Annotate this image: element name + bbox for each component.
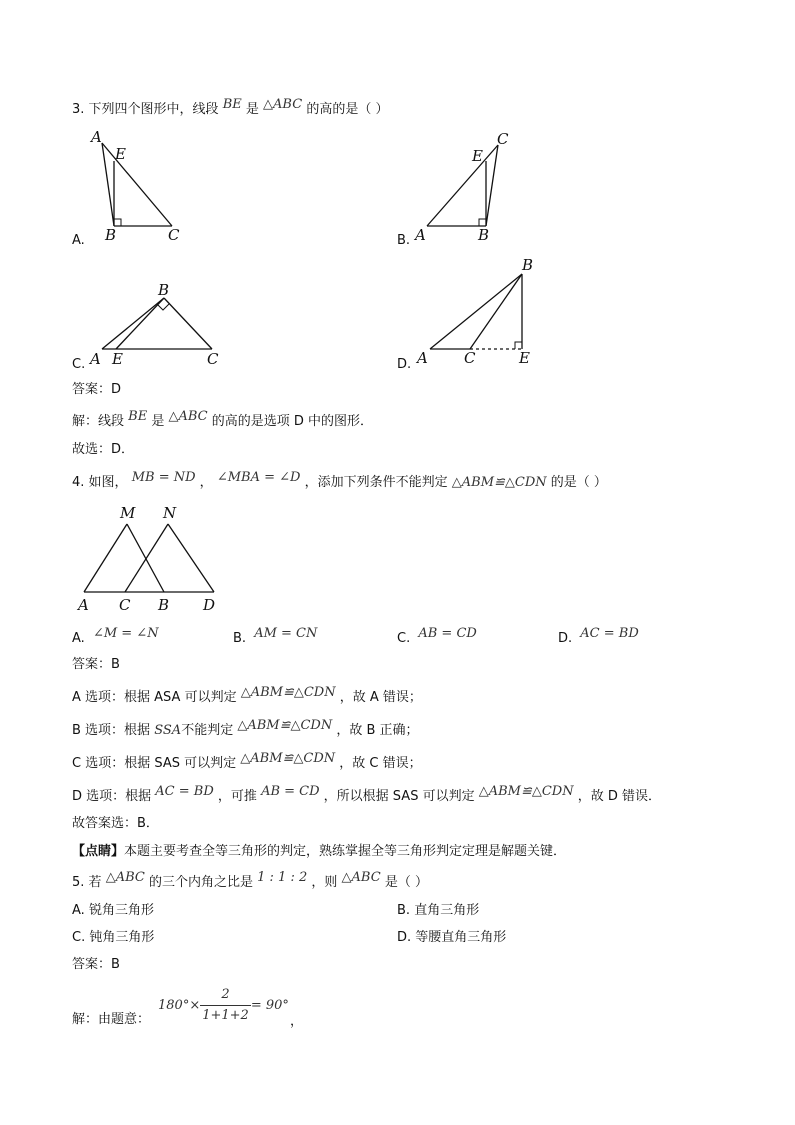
point-label: C bbox=[207, 350, 219, 368]
stem-text: 是（ ） bbox=[384, 875, 428, 890]
option-letter: D. bbox=[397, 930, 412, 945]
option-letter: B. bbox=[397, 903, 411, 918]
point-label: M bbox=[120, 504, 136, 522]
option-math: AB = CD bbox=[418, 626, 477, 641]
point-label: B bbox=[158, 281, 170, 299]
option-letter: A. bbox=[72, 631, 85, 646]
math-congruence: △ABM≌△CDN bbox=[237, 718, 333, 733]
stem-text: 的高的是（ ） bbox=[306, 102, 389, 117]
math-condition: ∠MBA = ∠D bbox=[216, 470, 301, 485]
point-label: B bbox=[158, 596, 170, 614]
q4-option-c bbox=[397, 626, 477, 648]
point-label: C bbox=[497, 130, 509, 148]
q4-explain-b bbox=[72, 718, 419, 740]
q3-choose: 故选：D． bbox=[72, 442, 135, 457]
solution-text: 解：线段 bbox=[72, 414, 125, 429]
formula-right: = 90° bbox=[250, 998, 289, 1013]
q5-option-b bbox=[397, 902, 479, 920]
option-text: 锐角三角形 bbox=[88, 903, 154, 918]
option-letter: C. bbox=[397, 631, 411, 646]
math-congruence: △ABM≌△CDN bbox=[240, 685, 336, 700]
tip-text: 本题主要考查全等三角形的判定，熟练掌握全等三角形判定定理是解题关键． bbox=[124, 844, 567, 859]
q3-figure-d bbox=[410, 255, 545, 373]
stem-text: 下列四个图形中，线段 bbox=[88, 102, 219, 117]
option-letter: B. bbox=[233, 631, 247, 646]
fraction-denominator: 1+1+2 bbox=[200, 1005, 251, 1026]
q3-answer: 答案：D bbox=[72, 382, 122, 397]
explain-text: ，所以根据 SAS 可以判定 bbox=[323, 789, 475, 804]
q3-stem bbox=[72, 97, 389, 119]
explain-text: D 选项：根据 bbox=[72, 789, 152, 804]
q4-option-d bbox=[558, 626, 639, 648]
option-math: AC = BD bbox=[580, 626, 639, 641]
point-label: B bbox=[522, 256, 534, 274]
q5-stem bbox=[72, 870, 428, 892]
math-triangle: △ABC bbox=[341, 870, 381, 885]
point-label: B bbox=[478, 226, 490, 244]
option-text: 钝角三角形 bbox=[89, 930, 155, 945]
fraction bbox=[200, 985, 251, 1026]
question-number: 3. bbox=[72, 102, 85, 117]
explain-text: C 选项：根据 SAS 可以判定 bbox=[72, 756, 237, 771]
q5-answer: 答案：B bbox=[72, 957, 120, 972]
question-number: 4. bbox=[72, 475, 85, 490]
point-label: N bbox=[163, 504, 177, 522]
math-segment: BE bbox=[128, 409, 148, 424]
q3-solution bbox=[72, 409, 374, 431]
explain-text: B 选项：根据 bbox=[72, 723, 151, 738]
math-triangle: △ABC bbox=[263, 97, 303, 112]
point-label: E bbox=[519, 349, 530, 367]
stem-text: ， bbox=[199, 475, 213, 490]
math-ssa: SSA bbox=[154, 723, 182, 738]
q4-option-a bbox=[72, 626, 159, 648]
stem-text: 如图， bbox=[88, 475, 128, 490]
option-math: AM = CN bbox=[254, 626, 318, 641]
explain-text: ，故 C 错误； bbox=[339, 756, 422, 771]
option-letter: A. bbox=[72, 903, 85, 918]
question-number: 5. bbox=[72, 875, 85, 890]
point-label: C bbox=[464, 349, 476, 367]
option-text: 等腰直角三角形 bbox=[415, 930, 507, 945]
option-letter: D. bbox=[558, 631, 573, 646]
q3-option-d-letter: D. bbox=[397, 357, 412, 372]
q5-solution-label: 解：由题意： bbox=[72, 1012, 151, 1027]
option-math: ∠M = ∠N bbox=[92, 626, 159, 641]
q3-option-c-letter: C. bbox=[72, 357, 86, 372]
q5-option-c bbox=[72, 929, 154, 947]
stem-text: 的是（ ） bbox=[550, 475, 607, 490]
point-label: A bbox=[417, 349, 428, 367]
q5-option-d bbox=[397, 929, 506, 947]
solution-text: 的高的是选项 D 中的图形． bbox=[211, 414, 374, 429]
point-label: D bbox=[203, 596, 216, 614]
option-letter: C. bbox=[72, 930, 86, 945]
explain-text: ，故 D 错误． bbox=[577, 789, 662, 804]
q4-explain-a bbox=[72, 685, 422, 707]
point-label: E bbox=[472, 147, 483, 165]
explain-text: ，故 A 错误； bbox=[339, 690, 422, 705]
q5-formula bbox=[158, 985, 289, 1026]
stem-text: ，添加下列条件不能判定 bbox=[304, 475, 448, 490]
q5-option-a bbox=[72, 902, 154, 920]
math-condition: MB = ND bbox=[131, 470, 196, 485]
stem-text: 的三个内角之比是 bbox=[148, 875, 253, 890]
formula-left: 180°× bbox=[158, 998, 201, 1013]
point-label: E bbox=[115, 145, 126, 163]
point-label: C bbox=[168, 226, 180, 244]
q5-trailing-comma: ， bbox=[290, 1014, 304, 1029]
solution-text: 是 bbox=[151, 414, 165, 429]
explain-text: ，故 B 正确； bbox=[336, 723, 419, 738]
math-congruence: △ABM≌△CDN bbox=[451, 475, 547, 490]
fraction-numerator: 2 bbox=[221, 987, 230, 1002]
point-label: E bbox=[112, 350, 123, 368]
explain-text: ，可推 bbox=[217, 789, 257, 804]
stem-text: 若 bbox=[88, 875, 102, 890]
point-label: A bbox=[90, 350, 101, 368]
q3-figure-b bbox=[410, 125, 520, 245]
option-text: 直角三角形 bbox=[414, 903, 480, 918]
point-label: C bbox=[119, 596, 131, 614]
q4-stem bbox=[72, 470, 607, 492]
math-segment: BE bbox=[222, 97, 242, 112]
math-ratio: 1 : 1 : 2 bbox=[257, 870, 308, 885]
math-triangle: △ABC bbox=[168, 409, 208, 424]
q4-figure bbox=[72, 500, 227, 618]
q4-tip bbox=[72, 843, 566, 861]
stem-text: 是 bbox=[245, 102, 259, 117]
stem-text: ，则 bbox=[311, 875, 338, 890]
q4-answer: 答案：B bbox=[72, 657, 120, 672]
point-label: A bbox=[415, 226, 426, 244]
q4-explain-d bbox=[72, 784, 662, 806]
math-congruence: △ABM≌△CDN bbox=[478, 784, 574, 799]
q4-explain-c bbox=[72, 751, 422, 773]
math-congruence: △ABM≌△CDN bbox=[240, 751, 336, 766]
point-label: B bbox=[105, 226, 117, 244]
point-label: A bbox=[78, 596, 89, 614]
q4-choose: 故答案选：B． bbox=[72, 816, 159, 831]
q4-option-b bbox=[233, 626, 318, 648]
q3-figure-a bbox=[85, 125, 195, 245]
math-condition: AC = BD bbox=[155, 784, 214, 799]
point-label: A bbox=[91, 128, 102, 146]
explain-text: 不能判定 bbox=[181, 723, 234, 738]
math-condition: AB = CD bbox=[261, 784, 320, 799]
tip-tag: 【点睛】 bbox=[72, 844, 125, 859]
q3-option-a-letter: A. bbox=[72, 233, 85, 248]
explain-text: A 选项：根据 ASA 可以判定 bbox=[72, 690, 237, 705]
q3-figure-c bbox=[85, 278, 225, 373]
q3-option-b-letter: B. bbox=[397, 233, 411, 248]
math-triangle: △ABC bbox=[105, 870, 145, 885]
